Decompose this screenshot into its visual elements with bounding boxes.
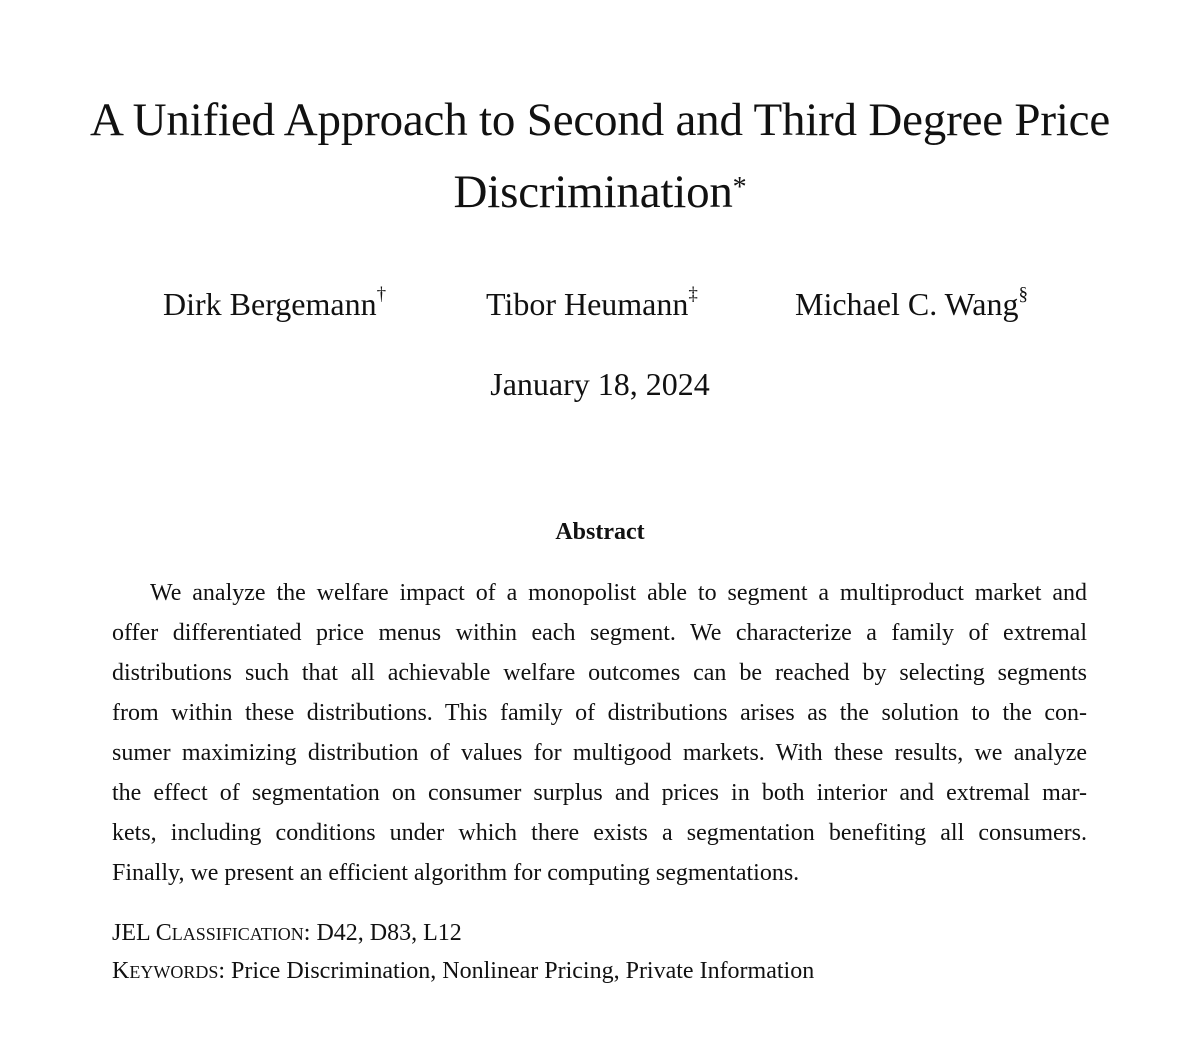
abstract-line: kets, including conditions under which there exists a segmentation benefiting all consumers.: [112, 820, 1087, 846]
keywords-label-caps: K: [112, 958, 130, 984]
author-name: [795, 286, 1028, 323]
abstract-body: [112, 573, 1087, 893]
title-line-2: Discrimination: [453, 166, 733, 218]
jel-codes: : D42, D83, L12: [303, 920, 462, 946]
abstract-line: the effect of segmentation on consumer surplus and prices in both interior and extremal mar-: [112, 780, 1087, 806]
jel-classification: [112, 920, 462, 947]
jel-label-caps: JEL C: [112, 920, 172, 946]
title-line-1: A Unified Approach to Second and Third Degree Price: [89, 94, 1111, 146]
author-name-text: Tibor Heumann: [486, 286, 689, 322]
title-footnote-mark: *: [732, 172, 747, 203]
abstract-line: sumer maximizing distribution of values for multigood markets. With these results, we analyze: [112, 740, 1087, 766]
keywords: [112, 958, 814, 985]
author-name: [163, 286, 386, 323]
abstract-line: from within these distributions. This family of distributions arises as the solution to the con-: [112, 700, 1087, 726]
abstract-line: distributions such that all achievable welfare outcomes can be reached by selecting segments: [112, 660, 1087, 686]
author-list: [0, 286, 1200, 336]
paper-date: January 18, 2024: [490, 366, 710, 402]
abstract-line: offer differentiated price menus within each segment. We characterize a family of extremal: [112, 620, 1087, 646]
author-name: [486, 286, 698, 323]
author-footnote-mark: §: [1018, 284, 1028, 305]
abstract-line: We analyze the welfare impact of a monopolist able to segment a multiproduct market and: [150, 580, 1087, 606]
author-name-text: Michael C. Wang: [795, 286, 1019, 322]
author-footnote-mark: ‡: [688, 284, 698, 305]
abstract-heading: Abstract: [555, 519, 645, 545]
keywords-list: : Price Discrimination, Nonlinear Pricing, Private Information: [218, 958, 815, 984]
paper-title: [40, 84, 1160, 228]
abstract-line: Finally, we present an efficient algorithm for computing segmentations.: [112, 860, 800, 886]
author-name-text: Dirk Bergemann: [163, 286, 377, 322]
jel-label-smallcaps: LASSIFICATION: [171, 924, 304, 944]
author-footnote-mark: †: [376, 284, 387, 305]
keywords-label-smallcaps: EYWORDS: [129, 962, 219, 982]
